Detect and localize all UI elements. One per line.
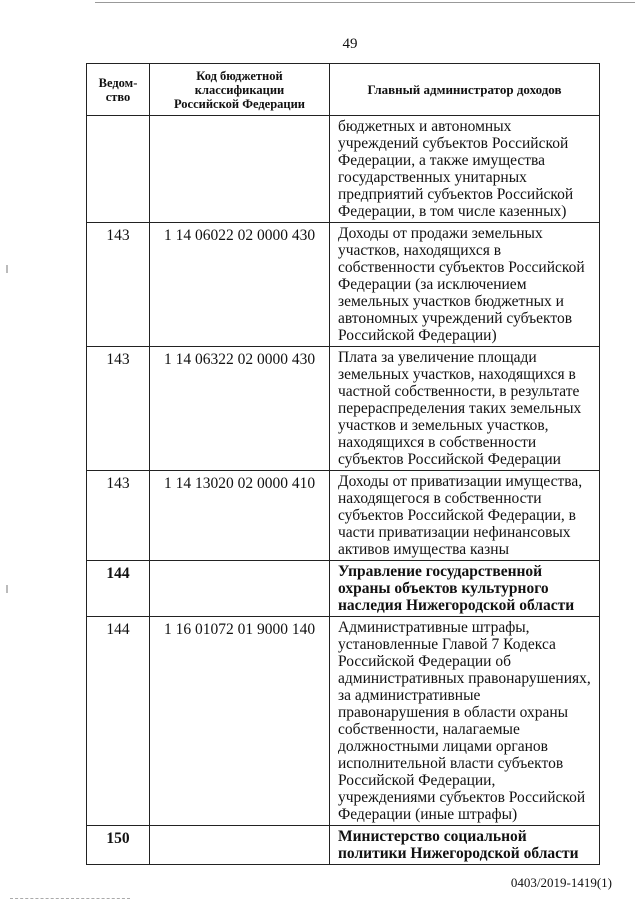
row-name: Доходы от приватизации имущества, находящегося в собственности субъектов Российской Федерации, в части приватизации нефинансовых активов имущества казны [330, 471, 600, 561]
table-row [87, 617, 600, 826]
row-vedomstvo: 150 [87, 826, 150, 865]
row-vedomstvo: 143 [87, 347, 150, 471]
row-vedomstvo: 144 [87, 617, 150, 826]
row-code: 1 14 13020 02 0000 410 [150, 471, 330, 561]
row-code [150, 116, 330, 223]
table-header-row [87, 64, 600, 116]
row-name: Доходы от продажи земельных участков, находящихся в собственности субъектов Российской Федерации (за исключением земельных участков бюджетных и автономных учреждений субъектов Российской Федерации) [330, 223, 600, 347]
top-scan-rule [95, 2, 635, 3]
table-row [87, 471, 600, 561]
row-name: бюджетных и автономных учреждений субъектов Российской Федерации, а также имущества государственных унитарных предприятий субъектов Российской Федерации, в том числе казенных) [330, 116, 600, 223]
row-name: Министерство социальной политики Нижегородской области [330, 826, 600, 865]
row-vedomstvo: 144 [87, 561, 150, 617]
table-row [87, 223, 600, 347]
row-code [150, 826, 330, 865]
table-row [87, 347, 600, 471]
row-vedomstvo: 143 [87, 471, 150, 561]
table-row-section [87, 561, 600, 617]
table-row-section [87, 826, 600, 865]
row-code: 1 14 06322 02 0000 430 [150, 347, 330, 471]
scan-margin-mark [6, 265, 8, 273]
revenue-administrators-table [86, 63, 600, 865]
document-id: 0403/2019-1419(1) [510, 875, 612, 890]
row-name: Управление государственной охраны объектов культурного наследия Нижегородской области [330, 561, 600, 617]
header-vedomstvo [87, 64, 150, 116]
row-vedomstvo [87, 116, 150, 223]
header-code-label: Код бюджетной классификации Российской Федерации [173, 68, 306, 111]
page-number: 49 [342, 36, 358, 52]
scan-bottom-mark [10, 898, 130, 901]
row-code: 1 16 01072 01 9000 140 [150, 617, 330, 826]
header-administrator-label: Главный администратор доходов [367, 81, 562, 97]
scan-margin-mark [6, 585, 8, 593]
table-row [87, 116, 600, 223]
header-code [150, 64, 330, 116]
row-vedomstvo: 143 [87, 223, 150, 347]
header-administrator [330, 64, 600, 116]
row-code: 1 14 06022 02 0000 430 [150, 223, 330, 347]
row-name: Плата за увеличение площади земельных участков, находящихся в частной собственности, в результате перераспределения таких земельных участков и земельных участков, находящихся в собственности субъектов Российской Федерации [330, 347, 600, 471]
header-vedomstvo-label: Ведом- ство [98, 75, 138, 104]
row-code [150, 561, 330, 617]
row-name: Административные штрафы, установленные Главой 7 Кодекса Российской Федерации об административных правонарушениях, за административные правонарушения в области охраны собственности, налагаемые должностными лицами органов исполнительной власти субъектов Российской Федерации, учреждениями субъектов Российской Федерации (иные штрафы) [330, 617, 600, 826]
